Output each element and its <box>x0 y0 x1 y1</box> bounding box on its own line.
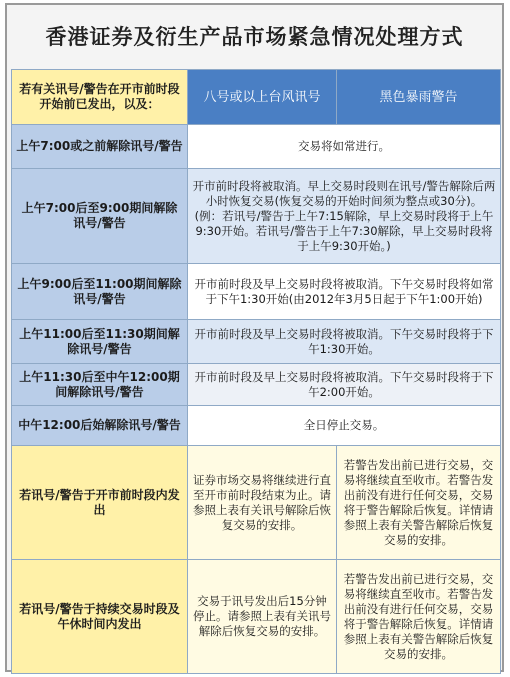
typhoon-cell: 交易于讯号发出后15分钟停止。请参照上表有关讯号解除后恢复交易的安排。 <box>188 560 337 674</box>
row-merged-cell: 开市前时段及早上交易时段将被取消。下午交易时段将如常于下午1:30开始(由2012年3月5日起于下午1:00开始) <box>188 264 501 320</box>
row-head-cell: 若讯号/警告于开市前时段内发出 <box>12 446 188 560</box>
row-head-cell: 中午12:00后始解除讯号/警告 <box>12 406 188 446</box>
procedures-table <box>11 69 501 674</box>
table-row <box>12 364 501 406</box>
table-row <box>12 264 501 320</box>
page-title: 香港证券及衍生产品市场紧急情况处理方式 <box>45 25 464 49</box>
table-row <box>12 446 501 560</box>
row-head-cell: 上午7:00后至9:00期间解除讯号/警告 <box>12 169 188 264</box>
row-head-cell: 上午11:00后至11:30期间解除讯号/警告 <box>12 320 188 364</box>
header-typhoon-signal: 八号或以上台风讯号 <box>188 70 337 125</box>
table-row <box>12 169 501 264</box>
row-merged-cell: 开市前时段及早上交易时段将被取消。下午交易时段将于下午1:30开始。 <box>188 320 501 364</box>
row-head-cell: 上午9:00后至11:00期间解除讯号/警告 <box>12 264 188 320</box>
row-merged-cell: 交易将如常进行。 <box>188 125 501 169</box>
typhoon-cell: 证券市场交易将继续进行直至开市前时段结束为止。请参照上表有关讯号解除后恢复交易的安排。 <box>188 446 337 560</box>
row-merged-cell: 全日停止交易。 <box>188 406 501 446</box>
rainstorm-cell: 若警告发出前已进行交易，交易将继续直至收市。若警告发出前没有进行任何交易，交易将于警告解除后恢复。详情请参照上表有关警告解除后恢复交易的安排。 <box>337 560 501 674</box>
header-black-rainstorm: 黑色暴雨警告 <box>337 70 501 125</box>
header-corner-cell: 若有关讯号/警告在开市前时段开始前已发出，以及： <box>12 70 188 125</box>
table-row <box>12 406 501 446</box>
row-head-cell: 上午11:30后至中午12:00期间解除讯号/警告 <box>12 364 188 406</box>
row-merged-cell: 开市前时段及早上交易时段将被取消。下午交易时段将于下午2:00开始。 <box>188 364 501 406</box>
row-merged-cell: 开市前时段将被取消。早上交易时段则在讯号/警告解除后两小时恢复交易(恢复交易的开始时间须为整点或30分)。(例：若讯号/警告于上午7:15解除，早上交易时段将于上午9:30开始。若讯号/警告于上午7:30解除，早上交易时段将于上午9:30开始。) <box>188 169 501 264</box>
table-row <box>12 560 501 674</box>
rainstorm-cell: 若警告发出前已进行交易，交易将继续直至收市。若警告发出前没有进行任何交易，交易将于警告解除后恢复。详情请参照上表有关警告解除后恢复交易的安排。 <box>337 446 501 560</box>
table-row <box>12 320 501 364</box>
document-frame <box>5 3 504 672</box>
row-head-cell: 上午7:00或之前解除讯号/警告 <box>12 125 188 169</box>
row-head-cell: 若讯号/警告于持续交易时段及午休时间内发出 <box>12 560 188 674</box>
table-row <box>12 125 501 169</box>
table-header-row <box>12 70 501 125</box>
